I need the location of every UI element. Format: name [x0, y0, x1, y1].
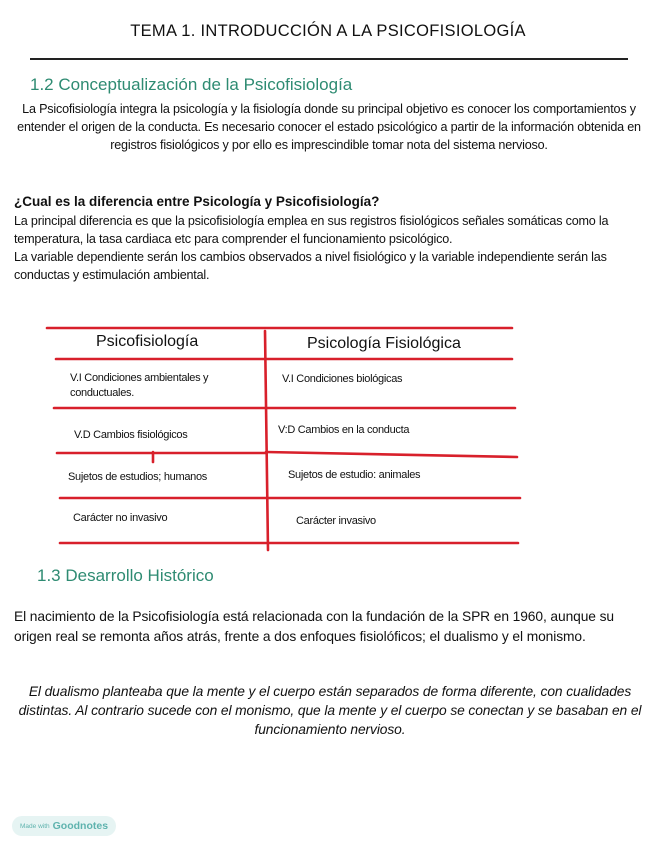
section-heading-desarrollo: 1.3 Desarrollo Histórico	[37, 566, 214, 585]
history-italic-paragraph: El dualismo planteaba que la mente y el cuerpo están separados de forma diferente, con cualidades distintas. Al contrario sucede con el monismo, que la mente y el cuerpo se conectan y se basaban en el funcionamiento nervioso.	[18, 684, 642, 737]
page-title: TEMA 1. INTRODUCCIÓN A LA PSICOFISIOLOGÍA	[130, 22, 526, 40]
goodnotes-badge	[12, 816, 116, 836]
table-cell-r4-right: Carácter invasivo	[296, 515, 376, 527]
section-heading-conceptualizacion: 1.2 Conceptualización de la Psicofisiología	[30, 75, 353, 94]
table-cell-r4-left: Carácter no invasivo	[73, 512, 168, 524]
badge-brand: Goodnotes	[52, 820, 109, 832]
table-cell-r2-right: V:D Cambios en la conducta	[278, 424, 410, 436]
table-cell-r2-left: V.D Cambios fisiológicos	[74, 429, 188, 441]
table-cell-r3-left: Sujetos de estudios; humanos	[68, 471, 207, 483]
answer-paragraph-1: La principal diferencia es que la psicofisiología emplea en sus registros fisiológicos señales somáticas como la temperatura, la tasa cardiaca etc para comprender el funcionamiento psicológico.	[14, 214, 609, 246]
table-header-psicofisiologia: Psicofisiología	[96, 333, 199, 350]
table-line-row2-right	[266, 452, 517, 457]
answer-paragraph-2: La variable dependiente serán los cambios observados a nivel fisiológico y la variable independiente serán las conductas y estimulación ambiental.	[14, 250, 607, 282]
table-header-psicologia-fisiologica: Psicología Fisiológica	[307, 335, 461, 352]
question-heading: ¿Cual es la diferencia entre Psicología y Psicofisiología?	[14, 194, 380, 209]
badge-made-with: Made with	[20, 822, 50, 830]
table-cell-r1-right: V.I Condiciones biológicas	[282, 373, 403, 385]
intro-paragraph: La Psicofisiología integra la psicología y la fisiología donde su principal objetivo es conocer los comportamientos y entender el origen de la conducta. Es necesario conocer el estado psicológico a partir de la información obtenida en registros fisiológicos y por ello es imprescindible tomar nota del sistema nervioso.	[17, 102, 641, 152]
history-paragraph: El nacimiento de la Psicofisiología está relacionada con la fundación de la SPR en 1960, aunque su origen real se remonta años atrás, frente a dos enfoques fisiolóficos; el dualismo y el monismo.	[14, 609, 614, 644]
table-cell-r3-right: Sujetos de estudio: animales	[288, 469, 421, 481]
table-cell-r1-left: V.I Condiciones ambientales y conductuales.	[70, 372, 209, 399]
table-line-vertical	[265, 331, 268, 550]
